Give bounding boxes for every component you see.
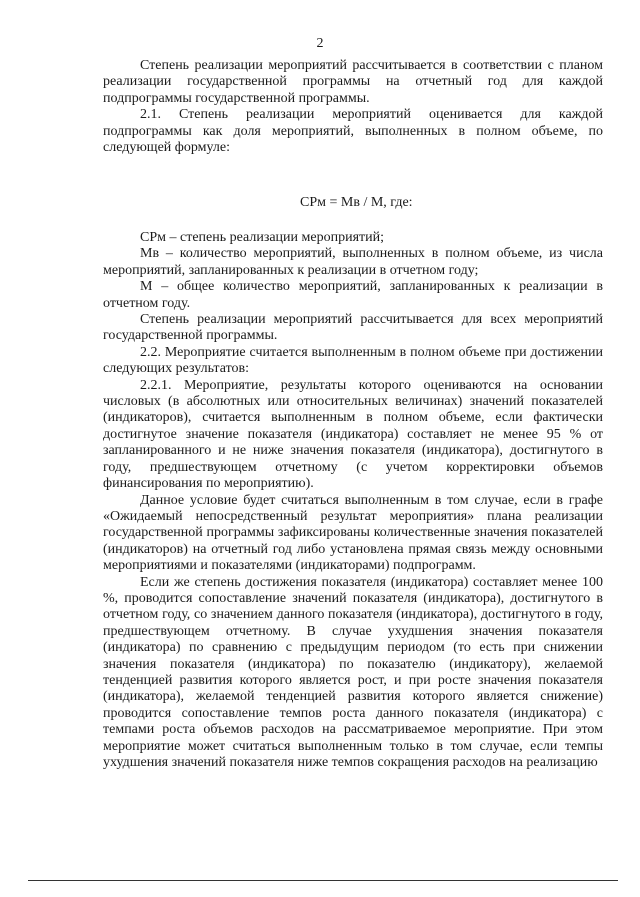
- paragraph: 2.1. Степень реализации мероприятий оценивается для каждой подпрограммы как доля мероприятий, выполненных в полном объеме, по следующей формуле:: [103, 107, 603, 156]
- paragraph: Степень реализации мероприятий рассчитывается в соответствии с планом реализации государственной программы на отчетный год для каждой подпрограммы государственной программы.: [103, 58, 603, 106]
- footer-rule: [28, 880, 618, 881]
- body-text: [103, 230, 603, 771]
- paragraph: М – общее количество мероприятий, запланированных к реализации в отчетном году.: [103, 279, 603, 311]
- paragraph: СРм – степень реализации мероприятий;: [140, 230, 385, 245]
- intro-text: [103, 58, 603, 156]
- paragraph: Степень реализации мероприятий рассчитывается для всех мероприятий государственной программы.: [103, 312, 603, 344]
- paragraph: Данное условие будет считаться выполненным в том случае, если в графе «Ожидаемый непосредственный результат мероприятия» плана реализации государственной программы зафиксированы количественные значения показателей (индикаторов) на отчетный год либо установлена прямая связь между основными мероприятиями и показателями (индикаторами) подпрограмм.: [103, 492, 603, 574]
- page-number: 2: [316, 36, 324, 51]
- paragraph: Мв – количество мероприятий, выполненных в полном объеме, из числа мероприятий, запланированных к реализации в отчетном году;: [103, 246, 603, 278]
- paragraph: Если же степень достижения показателя (индикатора) составляет менее 100 %, проводится сопоставление значений показателя (индикатора), достигнутого в отчетном году, со значением данного показателя (индикатора), достигнутого в году, предшествующем отчетному. В случае ухудшения значения показателя (индикатора) по сравнению с предыдущим периодом (то есть при снижении значения показателя (индикатора) по показателю (индикатору), желаемой тенденцией развития которого является рост, и при росте значения показателя (индикатора), желаемой тенденцией развития которого является снижение) проводится сопоставление темпов роста данного показателя (индикатора) с темпами роста объемов расходов на рассматриваемое мероприятие. При этом мероприятие может считаться выполненным только в том случае, если темпы ухудшения значений показателя ниже темпов сокращения расходов на реализацию: [103, 574, 603, 770]
- formula: СРм = Мв / М, где:: [300, 195, 413, 210]
- paragraph: 2.2. Мероприятие считается выполненным в полном объеме при достижении следующих результатов:: [103, 344, 603, 377]
- paragraph: 2.2.1. Мероприятие, результаты которого оцениваются на основании числовых (в абсолютных или относительных величинах) значений показателей (индикаторов), считается выполненным в полном объеме, если фактически достигнутое значение показателя (индикатора) составляет не менее 95 % от запланированного и не ниже значения показателя (индикатора), достигнутого в году, предшествующем отчетному (с учетом корректировки объемов финансирования по мероприятию).: [103, 377, 603, 492]
